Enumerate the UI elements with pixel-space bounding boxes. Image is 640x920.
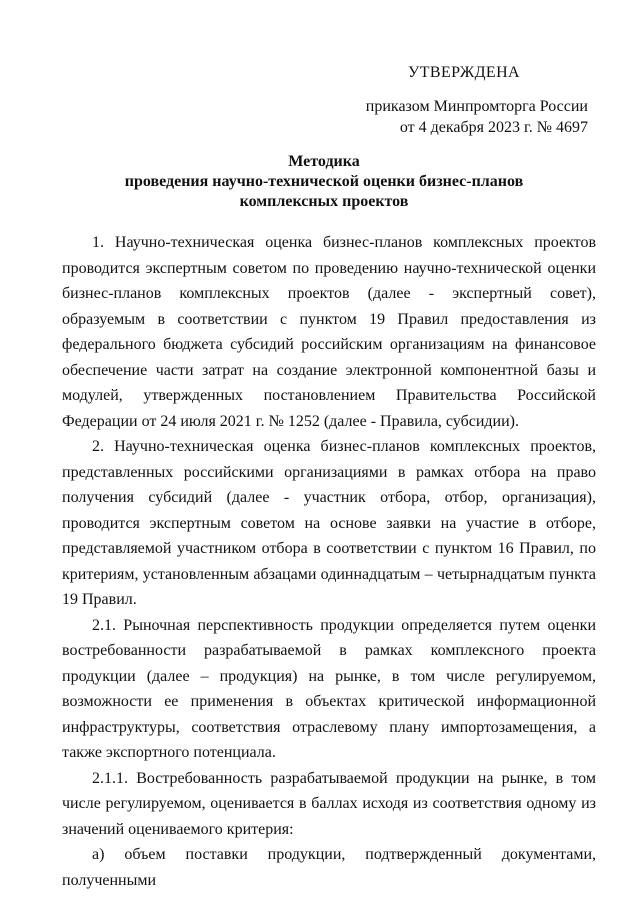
title-line-1: Методика [288,153,360,170]
paragraph-2: 2. Научно-техническая оценка бизнес-планов комплексных проектов, представленных российскими организациями в рамках отбора на право получения субсидий (далее - участник отбора, отбор, организация), проводится экспертным советом на основе заявки на участие в отборе, представляемой участником отбора в соответствии с пунктом 16 Правил, по критериям, установленным абзацами одиннадцатым – четырнадцатым пункта 19 Правил. [62,438,596,608]
approval-date-line: от 4 декабря 2023 г. № 4697 [399,119,588,136]
paragraph-item-a: а) объем поставки продукции, подтвержденный документами, полученными [62,846,596,889]
paragraph-2-1-1: 2.1.1. Востребованность разрабатываемой продукции на рынке, в том числе регулируемом, оценивается в баллах исходя из соответствия одному из значений оцениваемого критерия: [62,769,596,838]
paragraph-1: 1. Научно-техническая оценка бизнес-планов комплексных проектов проводится экспертным советом по проведению научно-технической оценки бизнес-планов комплексных проектов (далее - экспертный совет), образуемым в соответствии с пунктом 19 Правил предоставления из федерального бюджета субсидий российским организациям на финансовое обеспечение части затрат на создание электронной компонентной базы и модулей, утвержденных постановлением Правительства Российской Федерации от 24 июля 2021 г. № 1252 (далее - Правила, субсидии). [62,234,596,430]
paragraph-2-1: 2.1. Рыночная перспективность продукции определяется путем оценки востребованности разрабатываемой в рамках комплексного проекта продукции (далее – продукция) на рынке, в том числе регулируемом, возможности ее применения в объектах критической информационной инфраструктуры, соответствия отраслевому плану импортозамещения, а также экспортного потенциала. [62,616,596,761]
title-line-2: проведения научно-технической оценки бизнес-планов [124,173,524,190]
document-title [60,152,588,212]
document-body [62,230,596,893]
approval-order-line: приказом Минпромторга России [365,98,588,115]
approval-stamp-text: УТВЕРЖДЕНА [408,64,521,81]
title-line-3: комплексных проектов [239,193,409,210]
approval-block [358,62,588,138]
